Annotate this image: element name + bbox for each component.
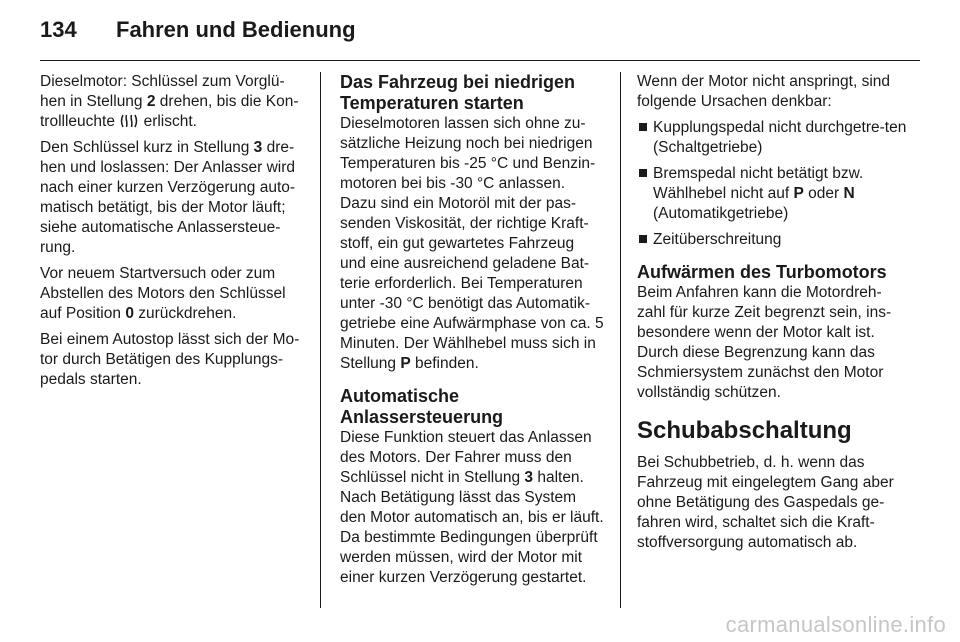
heading-fuel-cutoff: Schubabschaltung	[637, 417, 852, 444]
heading-cold-start: Das Fahrzeug bei niedrigen Temperaturen starten	[340, 72, 576, 113]
paragraph-auto-starter: Diese Funktion steuert das Anlassen des Motors. Der Fahrer muss den Schlüssel nicht in Stellung 3 halten. Nach Betätigung lässt das System den Motor automatisch an, bis er läuft. Da bestimmte Bedingungen überprüft werden müssen, wird der Motor mit einer kurzen Verzögerung gestartet.	[340, 429, 604, 586]
paragraph-no-start-intro: Wenn der Motor nicht anspringt, sind folgende Ursachen denkbar:	[637, 73, 891, 110]
cause-list	[637, 118, 907, 250]
watermark: carmanualsonline.info	[725, 612, 946, 637]
page-header	[40, 17, 920, 47]
heading-turbo-warmup: Aufwärmen des Turbomotors	[637, 262, 887, 282]
chapter-title: Fahren und Bedienung	[116, 17, 356, 42]
column-3	[637, 72, 907, 559]
paragraph-turbo-warmup: Beim Anfahren kann die Motordreh-zahl für kurze Zeit begrenzt sein, ins-besondere wenn der Motor kalt ist. Durch diese Begrenzung kann das Schmiersystem zunächst den Motor vollständig schützen.	[637, 284, 892, 401]
header-rule	[40, 60, 920, 61]
bullet-square-icon	[639, 169, 647, 177]
list-item: Bremspedal nicht betätigt bzw. Wählhebel nicht auf P oder N (Automatikgetriebe)	[637, 164, 907, 224]
preheat-indicator-icon	[120, 113, 138, 129]
column-divider-1	[320, 72, 321, 608]
heading-auto-starter: Automatische Anlassersteuerung	[340, 386, 504, 427]
paragraph-fuel-cutoff: Bei Schubbetrieb, d. h. wenn das Fahrzeug mit eingelegtem Gang aber ohne Betätigung des Gaspedals ge-fahren wird, schaltet sich die Kraft-stoffversorgung automatisch ab.	[637, 454, 894, 551]
paragraph-diesel-preheat: Dieselmotor: Schlüssel zum Vorglü-hen in Stellung 2 drehen, bis die Kon-trollleuchte erlischt.	[40, 73, 299, 130]
bullet-square-icon	[639, 235, 647, 243]
column-2	[340, 72, 604, 594]
column-divider-2	[620, 72, 621, 608]
paragraph-cold-start: Dieselmotoren lassen sich ohne zu-sätzliche Heizung noch bei niedrigen Temperaturen bis -25 °C und Benzin-motoren bei bis -30 °C anlassen. Dazu sind ein Motoröl mit der pas-senden Viskosität, der richtige Kraft-stoff, ein gut gewartetes Fahrzeug und eine ausreichend geladene Bat-terie erforderlich. Bei Temperaturen unter -30 °C benötigt das Automatik-getriebe eine Aufwärmphase von ca. 5 Minuten. Der Wählhebel muss sich in Stellung P befinden.	[340, 115, 604, 372]
paragraph-autostop: Bei einem Autostop lässt sich der Mo-tor durch Betätigen des Kupplungs-pedals starten.	[40, 331, 300, 388]
paragraph-restart: Vor neuem Startversuch oder zum Abstellen des Motors den Schlüssel auf Position 0 zurückdrehen.	[40, 265, 286, 322]
page-number: 134	[40, 17, 77, 42]
paragraph-starter: Den Schlüssel kurz in Stellung 3 dre-hen und loslassen: Der Anlasser wird nach einer kurzen Verzögerung auto-matisch betätigt, bis der Motor läuft; siehe automatische Anlassersteue-rung.	[40, 139, 296, 256]
bullet-square-icon	[639, 123, 647, 131]
list-item: Kupplungspedal nicht durchgetre-ten (Schaltgetriebe)	[637, 118, 907, 158]
column-1	[40, 72, 304, 396]
list-item: Zeitüberschreitung	[637, 230, 907, 250]
